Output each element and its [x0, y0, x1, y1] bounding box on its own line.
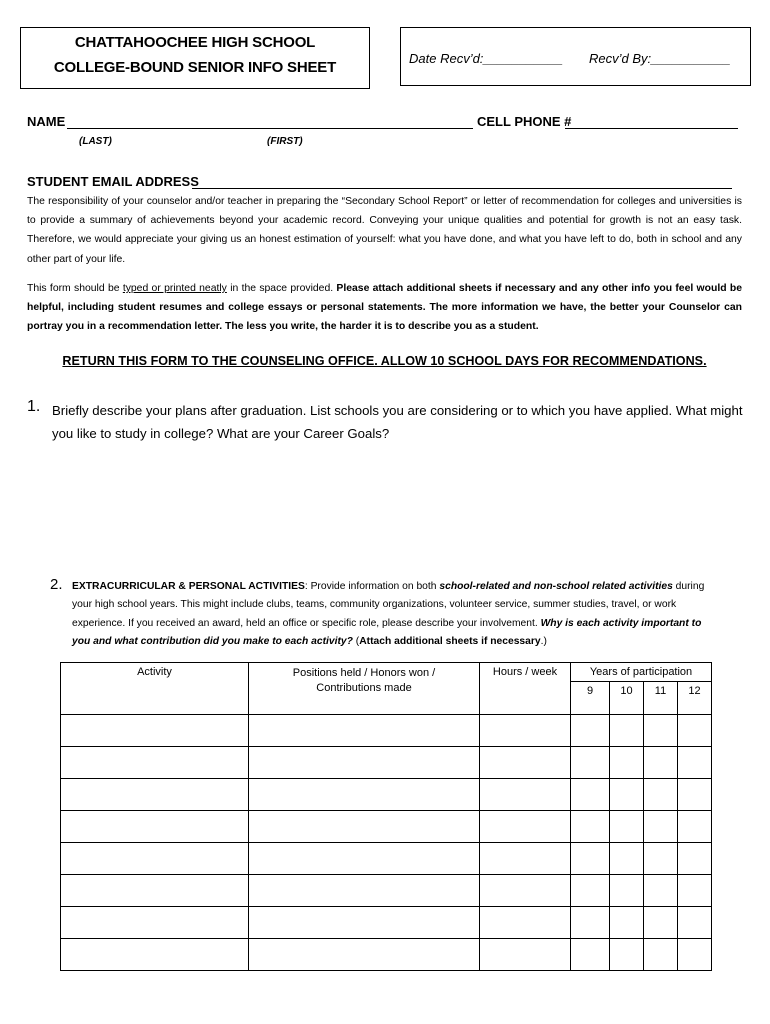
positions-cell[interactable] — [249, 939, 480, 971]
year-9-cell[interactable] — [571, 811, 610, 843]
year-10-cell[interactable] — [610, 715, 644, 747]
intro-paragraph — [27, 192, 742, 269]
column-header-activity: Activity — [61, 663, 249, 715]
year-12-cell[interactable] — [678, 811, 712, 843]
instructions-lead: This form should be — [27, 283, 123, 294]
hours-cell[interactable] — [480, 779, 571, 811]
name-label: NAME — [27, 114, 66, 129]
table-row — [61, 779, 712, 811]
question-2-number: 2. — [50, 576, 63, 593]
hours-cell[interactable] — [480, 939, 571, 971]
question-1-number: 1. — [27, 398, 41, 415]
hours-cell[interactable] — [480, 747, 571, 779]
instructions-underlined: typed or printed neatly — [122, 283, 227, 294]
year-12-cell[interactable] — [678, 875, 712, 907]
year-10-cell[interactable] — [610, 939, 644, 971]
question-1-answer-area[interactable] — [52, 450, 742, 560]
positions-cell[interactable] — [249, 811, 480, 843]
positions-cell[interactable] — [249, 875, 480, 907]
question-1-text: Briefly describe your plans after graduation. List schools you are considering or to which you have applied. What might you like to study in college? What are your Career Goals? — [52, 403, 743, 441]
email-label: STUDENT EMAIL ADDRESS — [27, 174, 199, 189]
positions-cell[interactable] — [249, 715, 480, 747]
instructions-mid: in the space provided. — [226, 283, 337, 294]
year-12-cell[interactable] — [678, 779, 712, 811]
question-2-attach-note: Attach additional sheets if necessary — [359, 636, 541, 648]
table-row — [61, 843, 712, 875]
table-row — [61, 875, 712, 907]
question-2-text — [72, 578, 722, 652]
year-header-9: 9 — [571, 682, 610, 715]
year-header-10: 10 — [610, 682, 644, 715]
year-10-cell[interactable] — [610, 907, 644, 939]
activity-cell[interactable] — [61, 875, 249, 907]
question-2-emphasis-2: Why is each activity important to you and what contribution did you make to each activity? — [72, 617, 702, 648]
year-11-cell[interactable] — [644, 939, 678, 971]
question-2-paren-close: .) — [540, 636, 547, 648]
instructions-text — [27, 279, 742, 337]
year-9-cell[interactable] — [571, 907, 610, 939]
question-2-lead: : Provide information on both — [304, 581, 440, 592]
hours-cell[interactable] — [480, 843, 571, 875]
instructions-bold: Please attach additional sheets if necessary and any other info you feel would be helpful, including student resumes and college essays or personal statements. The more information we have, the better your Counselor can portray you in a recommendation letter. The less you write, the harder it is to describe you as a student. — [27, 283, 742, 333]
year-12-cell[interactable] — [678, 747, 712, 779]
column-header-hours: Hours / week — [480, 663, 571, 715]
office-use-box — [400, 27, 751, 86]
activity-cell[interactable] — [61, 907, 249, 939]
table-row — [61, 715, 712, 747]
year-9-cell[interactable] — [571, 843, 610, 875]
name-input-line[interactable] — [67, 128, 473, 129]
year-11-cell[interactable] — [644, 907, 678, 939]
year-header-12: 12 — [678, 682, 712, 715]
positions-cell[interactable] — [249, 779, 480, 811]
year-12-cell[interactable] — [678, 939, 712, 971]
positions-cell[interactable] — [249, 843, 480, 875]
school-name: CHATTAHOOCHEE HIGH SCHOOL — [74, 34, 316, 51]
year-10-cell[interactable] — [610, 779, 644, 811]
year-11-cell[interactable] — [644, 715, 678, 747]
year-10-cell[interactable] — [610, 811, 644, 843]
hours-cell[interactable] — [480, 715, 571, 747]
year-9-cell[interactable] — [571, 875, 610, 907]
year-9-cell[interactable] — [571, 939, 610, 971]
last-name-caption: (LAST) — [79, 136, 112, 147]
year-12-cell[interactable] — [678, 843, 712, 875]
year-11-cell[interactable] — [644, 875, 678, 907]
instructions-paragraph — [27, 279, 742, 337]
year-10-cell[interactable] — [610, 747, 644, 779]
question-2-paren-open: ( — [352, 636, 360, 648]
cell-phone-input-line[interactable] — [565, 128, 738, 129]
table-row — [61, 747, 712, 779]
question-2-heading: EXTRACURRICULAR & PERSONAL ACTIVITIES — [72, 581, 305, 592]
table-row — [61, 811, 712, 843]
year-12-cell[interactable] — [678, 907, 712, 939]
received-by-field[interactable]: Recv’d By:___________ — [589, 51, 731, 66]
question-2-emphasis-1: school-related and non-school related activities — [439, 581, 673, 592]
year-header-11: 11 — [644, 682, 678, 715]
intro-text: The responsibility of your counselor and/or teacher in preparing the “Secondary School Report” or letter of recommendation for colleges and universities is to provide a summary of achievements beyond your academic record. Conveying your unique qualities and potential for growth is not an easy task. Therefore, we would appreciate your giving us an honest estimation of yourself: what you have done, and what you have left to do, both in school and any other part of your life. — [27, 196, 742, 265]
activity-cell[interactable] — [61, 779, 249, 811]
question-2-body: during your high school years. This might include clubs, teams, community organizations, volunteer service, summer studies, travel, or work experience. If you received an award, held an office or specific role, please describe your involvement. — [72, 581, 705, 629]
return-notice: RETURN THIS FORM TO THE COUNSELING OFFICE. ALLOW 10 SCHOOL DAYS FOR RECOMMENDATIONS. — [62, 354, 707, 368]
activity-cell[interactable] — [61, 747, 249, 779]
year-11-cell[interactable] — [644, 843, 678, 875]
email-input-line[interactable] — [192, 188, 732, 189]
year-9-cell[interactable] — [571, 779, 610, 811]
date-received-field[interactable]: Date Recv’d:___________ — [409, 51, 563, 66]
year-11-cell[interactable] — [644, 779, 678, 811]
year-11-cell[interactable] — [644, 747, 678, 779]
activity-cell[interactable] — [61, 843, 249, 875]
column-header-years: Years of participation — [571, 663, 712, 682]
hours-cell[interactable] — [480, 875, 571, 907]
form-title-box — [20, 27, 370, 89]
year-10-cell[interactable] — [610, 843, 644, 875]
table-row — [61, 907, 712, 939]
hours-cell[interactable] — [480, 907, 571, 939]
hours-cell[interactable] — [480, 811, 571, 843]
positions-cell[interactable] — [249, 747, 480, 779]
year-10-cell[interactable] — [610, 875, 644, 907]
first-name-caption: (FIRST) — [267, 136, 303, 147]
activity-cell[interactable] — [61, 715, 249, 747]
column-header-positions: Positions held / Honors won / Contributions made — [249, 663, 480, 715]
activities-table — [60, 662, 712, 971]
table-row — [61, 939, 712, 971]
year-9-cell[interactable] — [571, 747, 610, 779]
activity-cell[interactable] — [61, 811, 249, 843]
year-12-cell[interactable] — [678, 715, 712, 747]
year-11-cell[interactable] — [644, 811, 678, 843]
cell-phone-label: CELL PHONE # — [477, 114, 572, 129]
positions-cell[interactable] — [249, 907, 480, 939]
year-9-cell[interactable] — [571, 715, 610, 747]
activity-cell[interactable] — [61, 939, 249, 971]
form-title: COLLEGE-BOUND SENIOR INFO SHEET — [53, 59, 337, 76]
